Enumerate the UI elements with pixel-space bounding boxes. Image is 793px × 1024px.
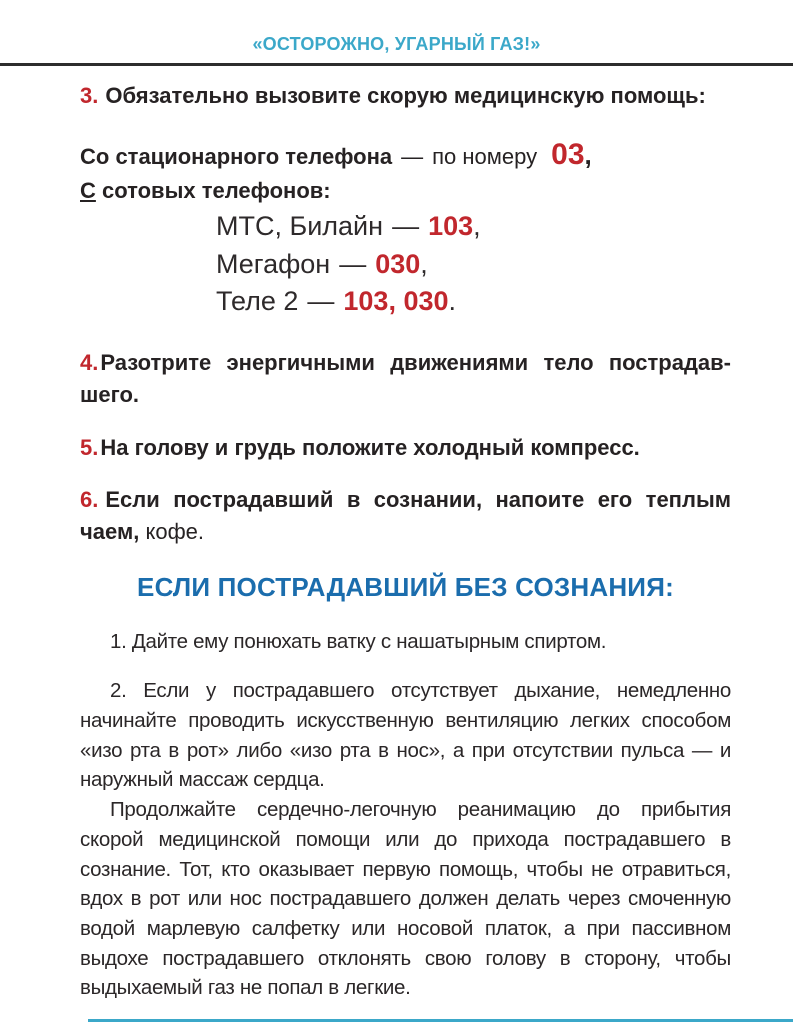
step-6-regular-text: кофе. xyxy=(139,518,205,544)
mobile-phones-heading xyxy=(80,178,731,204)
step-5-text: На голову и грудь положите холодный компресс. xyxy=(100,434,640,460)
step-3-text: Обязательно вызовите скорую медицинскую помощь: xyxy=(105,83,706,108)
step-3 xyxy=(80,81,731,112)
step-6 xyxy=(80,484,731,548)
dash-separator: — xyxy=(307,286,335,317)
mobile-heading-underlined-letter: С xyxy=(80,177,96,203)
operator-row-mts-beeline xyxy=(216,208,731,246)
dash-separator: — xyxy=(392,210,420,241)
unconscious-section-heading: ЕСЛИ ПОСТРАДАВШИЙ БЕЗ СОЗНАНИЯ: xyxy=(137,571,674,602)
operator-emergency-number: 103 xyxy=(428,210,474,241)
bottom-divider xyxy=(88,1019,793,1022)
step-4-number: 4. xyxy=(80,350,99,376)
operator-row-tele2 xyxy=(216,283,731,321)
operator-row-megafon xyxy=(216,246,731,284)
step-6-bold-text: Если пострадавший в сознании, напоите его теплым чаем, xyxy=(80,486,731,544)
operator-punct: , xyxy=(420,248,428,279)
unconscious-paragraph-3: Продолжайте сердечно-легочную реанимацию до прибытия скорой медицинской помощи или до прихода пострадавшего в сознание. Тот, кто оказывает первую помощь, чтобы не отравиться, вдох в рот или нос пострадавшего должен делать через смоченную водой марлевую салфетку или носовой платок, а при пассивном выдохе пострадавшего отклонять свою голову в сторону, чтобы выдыхаемый газ не попал в легкие. xyxy=(80,798,731,1000)
landline-punct: , xyxy=(584,139,592,170)
operator-name: Мегафон xyxy=(216,248,331,279)
step-4-text: Разотрите энергичными движениями тело пострадавшего. xyxy=(80,350,731,408)
step-5 xyxy=(80,433,731,464)
operator-emergency-number: 103, 030 xyxy=(343,286,449,317)
page-title: «ОСТОРОЖНО, УГАРНЫЙ ГАЗ!» xyxy=(252,34,541,54)
operator-punct: , xyxy=(473,210,481,241)
step-3-number: 3. xyxy=(80,83,99,108)
step-6-number: 6. xyxy=(80,486,99,512)
operator-name: МТС, Билайн xyxy=(216,210,384,241)
landline-prefix: по номеру xyxy=(432,143,538,169)
unconscious-paragraph-2: 2. Если у пострадавшего отсутствует дыхание, немедленно начинайте проводить искусственную вентиляцию легких способом «изо рта в рот» либо «изо рта в нос», а при отсутствии пульса — и наружный массаж сердца. xyxy=(80,679,731,792)
page-content xyxy=(0,66,793,1003)
operator-name: Теле 2 xyxy=(216,286,299,317)
dash-separator: — xyxy=(339,248,367,279)
landline-phone-line xyxy=(80,138,731,172)
unconscious-paragraph-1: 1. Дайте ему понюхать ватку с нашатырным спиртом. xyxy=(110,629,607,653)
emergency-number-03: 03 xyxy=(551,137,585,171)
dash-separator: — xyxy=(401,143,424,169)
mobile-heading-rest: сотовых телефонов: xyxy=(95,177,331,203)
step-4 xyxy=(80,347,731,411)
landline-label: Со стационарного телефона xyxy=(80,143,393,169)
operator-emergency-number: 030 xyxy=(375,248,421,279)
operator-punct: . xyxy=(448,286,457,317)
step-5-number: 5. xyxy=(80,434,99,460)
operator-number-list xyxy=(216,208,731,321)
